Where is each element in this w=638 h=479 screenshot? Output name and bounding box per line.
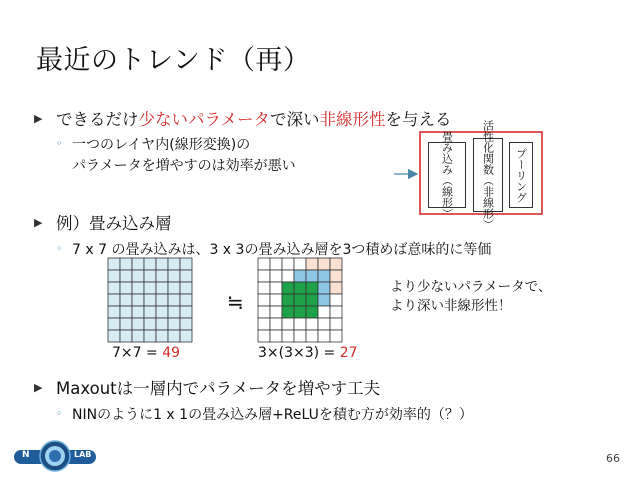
grid-3x3-cell — [294, 330, 306, 342]
grid-3x3-cell — [294, 270, 306, 282]
grid-7x7-cell — [132, 270, 144, 282]
bullet-1-red1: 少ないパラメータ — [138, 110, 271, 129]
grid-7x7-cell — [132, 258, 144, 270]
grid-3x3-cell — [270, 318, 282, 330]
grid-7x7-cell — [156, 330, 168, 342]
circle-small-icon: ◦ — [56, 137, 63, 150]
grid-7x7-cell — [168, 306, 180, 318]
grid-3x3-cell — [258, 282, 270, 294]
sub-bullet-1-line1: 一つのレイヤ内(線形変換)の — [72, 137, 251, 153]
grid-7x7-cell — [144, 270, 156, 282]
grid-3x3-cell — [270, 306, 282, 318]
grid-3x3-cell — [330, 294, 342, 306]
grid-7x7-cell — [108, 282, 120, 294]
sub-bullet-1-line2: パラメータを増やすのは効率が悪い — [72, 158, 296, 174]
grid-7x7-cell — [144, 318, 156, 330]
grid-3x3-cell — [318, 270, 330, 282]
grid-3x3-stack — [258, 258, 342, 342]
grid-7x7-cell — [180, 330, 192, 342]
grid-7x7-cell — [108, 258, 120, 270]
grid-3x3-cell — [330, 306, 342, 318]
page-title: 最近のトレンド（再） — [36, 45, 311, 76]
grid-3x3-cell — [258, 270, 270, 282]
grid-3x3-cell — [306, 270, 318, 282]
grid-7x7-cell — [156, 258, 168, 270]
grid-7x7-cell — [180, 306, 192, 318]
triangle-right-icon: ▶ — [34, 381, 43, 394]
grid-7x7-cell — [144, 282, 156, 294]
circle-small-icon: ◦ — [56, 242, 63, 255]
grid-3x3-cell — [318, 258, 330, 270]
grid-7x7-cell — [168, 330, 180, 342]
grid-7x7-cell — [108, 306, 120, 318]
grid-3x3-cell — [258, 318, 270, 330]
lab-logo — [14, 440, 96, 472]
caption-3x3-text: 3×(3×3) = — [258, 345, 340, 361]
grid-3x3-cell — [282, 294, 294, 306]
grid-3x3-cell — [318, 294, 330, 306]
grid-7x7-cell — [132, 294, 144, 306]
note — [390, 278, 551, 316]
note-line-1: より少ないパラメータで、 — [390, 279, 552, 295]
grid-3x3-cell — [258, 294, 270, 306]
grid-3x3-cell — [282, 282, 294, 294]
grid-7x7-cell — [108, 318, 120, 330]
bullet-2: 例）畳み込み層 — [56, 214, 172, 233]
caption-3x3 — [258, 345, 358, 361]
grid-7x7-cell — [132, 330, 144, 342]
grid-7x7-cell — [108, 294, 120, 306]
grid-7x7-cell — [144, 294, 156, 306]
grid-3x3-cell — [318, 282, 330, 294]
grid-7x7-cell — [132, 282, 144, 294]
grid-3x3-cell — [294, 258, 306, 270]
grid-7x7-cell — [132, 318, 144, 330]
grid-7x7-cell — [168, 270, 180, 282]
grid-7x7-cell — [120, 294, 132, 306]
pooling-box-label: プーリング — [514, 147, 528, 203]
grid-3x3-cell — [294, 306, 306, 318]
activation-box-label: 活性化関数（非線形） — [481, 120, 495, 230]
caption-3x3-value: 27 — [339, 345, 358, 361]
grid-7x7-cell — [180, 318, 192, 330]
grid-3x3-cell — [282, 270, 294, 282]
grid-7x7-cell — [180, 282, 192, 294]
grid-3x3-cell — [270, 294, 282, 306]
page-number: 66 — [606, 452, 620, 465]
grid-3x3-cell — [306, 318, 318, 330]
bullet-3: Maxoutは一層内でパラメータを増やす工夫 — [56, 379, 381, 398]
logo-right-text: LAB — [74, 450, 92, 459]
grid-3x3-cell — [294, 282, 306, 294]
grid-7x7-cell — [120, 258, 132, 270]
grid-3x3-cell — [318, 306, 330, 318]
grid-3x3-cell — [306, 282, 318, 294]
caption-7x7-text: 7×7 = — [112, 345, 163, 361]
triangle-right-icon: ▶ — [34, 112, 43, 125]
grid-7x7-cell — [120, 330, 132, 342]
grid-3x3-cell — [306, 294, 318, 306]
grid-7x7-cell — [120, 306, 132, 318]
grid-7x7-cell — [156, 294, 168, 306]
grid-7x7-cell — [120, 282, 132, 294]
note-line-2: より深い非線形性！ — [390, 298, 512, 314]
caption-7x7-value: 49 — [162, 345, 181, 361]
grid-3x3-cell — [282, 306, 294, 318]
grid-7x7-cell — [108, 270, 120, 282]
grid-3x3-cell — [282, 258, 294, 270]
grid-7x7-cell — [156, 318, 168, 330]
grid-3x3-cell — [270, 282, 282, 294]
grid-3x3-cell — [270, 330, 282, 342]
grid-3x3-cell — [306, 306, 318, 318]
grid-3x3-cell — [294, 294, 306, 306]
grid-7x7-cell — [180, 270, 192, 282]
bullet-1-mid: で深い — [270, 110, 320, 129]
grid-3x3-cell — [294, 318, 306, 330]
grid-7x7-cell — [120, 270, 132, 282]
grid-7x7-cell — [144, 306, 156, 318]
grid-7x7-cell — [168, 294, 180, 306]
grid-7x7-cell — [132, 306, 144, 318]
grid-3x3-cell — [306, 330, 318, 342]
grid-7x7-cell — [180, 258, 192, 270]
grid-7x7-cell — [168, 318, 180, 330]
grid-3x3-cell — [258, 258, 270, 270]
triangle-right-icon: ▶ — [34, 216, 43, 229]
grid-3x3-cell — [318, 330, 330, 342]
grid-3x3-cell — [330, 282, 342, 294]
sub-bullet-3: NINのように1 x 1の畳み込み層+ReLUを積む方が効率的（？） — [72, 407, 473, 423]
bullet-1-post: を与える — [385, 110, 452, 129]
grid-7x7-cell — [156, 282, 168, 294]
grid-7x7 — [108, 258, 192, 342]
grid-7x7-cell — [156, 306, 168, 318]
grid-7x7-cell — [120, 318, 132, 330]
bullet-1-pre: できるだけ — [56, 110, 139, 129]
grid-3x3-cell — [306, 258, 318, 270]
grid-7x7-cell — [144, 330, 156, 342]
grid-3x3-cell — [330, 318, 342, 330]
bullet-1-red2: 非線形性 — [319, 110, 386, 129]
grid-3x3-cell — [330, 258, 342, 270]
grid-7x7-cell — [180, 294, 192, 306]
logo-left-text: N — [22, 450, 30, 460]
grid-3x3-cell — [258, 306, 270, 318]
grid-7x7-cell — [168, 282, 180, 294]
sub-bullet-2: 7 x 7 の畳み込みは、3 x 3の畳み込み層を3つ積めば意味的に等価 — [72, 242, 492, 258]
grid-3x3-cell — [270, 258, 282, 270]
grid-3x3-cell — [270, 270, 282, 282]
circle-small-icon: ◦ — [56, 407, 63, 420]
grid-3x3-cell — [318, 318, 330, 330]
caption-7x7 — [112, 345, 180, 361]
grid-7x7-cell — [168, 258, 180, 270]
grid-3x3-cell — [282, 330, 294, 342]
conv-box-label: 畳み込み（線形） — [440, 131, 454, 219]
grid-3x3-cell — [330, 330, 342, 342]
grid-3x3-cell — [330, 270, 342, 282]
grid-7x7-cell — [144, 258, 156, 270]
approx-equal-symbol: ≒ — [227, 290, 244, 314]
grid-3x3-cell — [258, 330, 270, 342]
grid-7x7-cell — [156, 270, 168, 282]
grid-3x3-cell — [282, 318, 294, 330]
grid-7x7-cell — [108, 330, 120, 342]
